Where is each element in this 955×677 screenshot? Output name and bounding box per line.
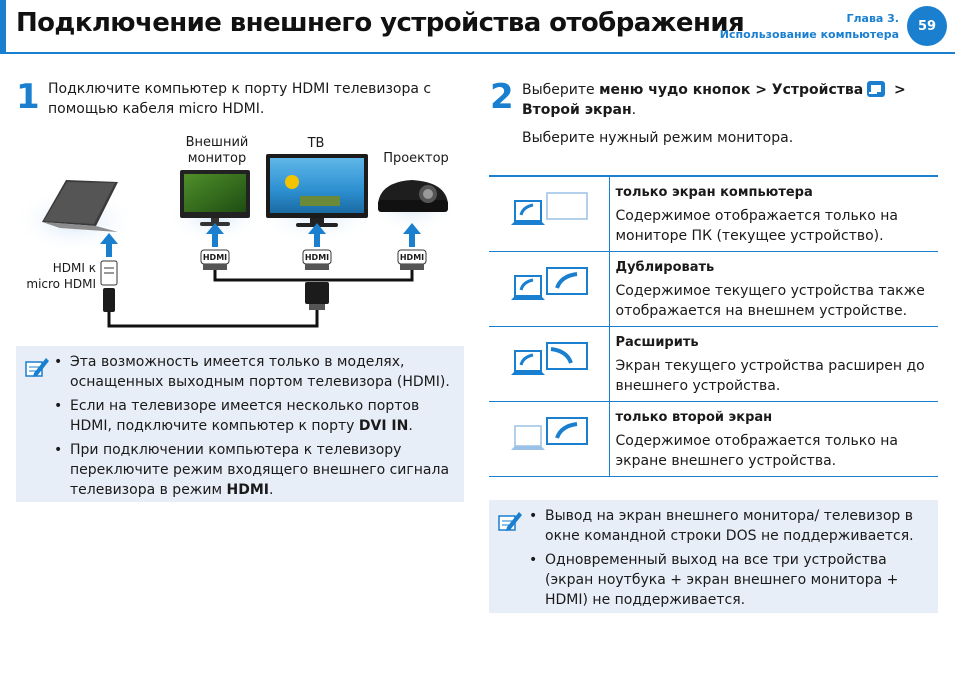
mode-description: Содержимое отображается только на экране внешнего устройства. bbox=[615, 432, 898, 469]
mode-description: Содержимое отображается только на мониторе ПК (текущее устройство). bbox=[615, 208, 898, 244]
hdmi-port-label-projector: HDMI bbox=[399, 253, 425, 262]
mode-description: Содержимое текущего устройства также отображается на внешнем устройстве. bbox=[615, 282, 925, 319]
note-pencil-icon bbox=[22, 354, 50, 382]
header-accent-bar bbox=[0, 0, 6, 52]
chapter-label: Глава 3. bbox=[846, 12, 899, 25]
note-box-right bbox=[489, 500, 938, 613]
second-screen-only-icon bbox=[511, 416, 591, 456]
extend-icon bbox=[511, 341, 591, 381]
mode-title: Дублировать bbox=[615, 259, 715, 275]
mode-desc-cell bbox=[609, 251, 938, 326]
hdmi-plug bbox=[305, 282, 329, 310]
label-tv: ТВ bbox=[307, 136, 325, 151]
label-external-monitor: Внешний монитор bbox=[185, 135, 249, 166]
step-2-number: 2 bbox=[490, 77, 514, 117]
page-number-badge: 59 bbox=[907, 6, 947, 46]
connection-diagram bbox=[0, 120, 470, 335]
label-hdmi-cable: HDMI к micro HDMI bbox=[26, 261, 96, 291]
table-row bbox=[489, 401, 938, 476]
label-projector: Проектор bbox=[383, 151, 449, 166]
step-2-subtext: Выберите нужный режим монитора. bbox=[522, 130, 794, 146]
mode-desc-cell bbox=[609, 326, 938, 401]
mode-title: только экран компьютера bbox=[615, 185, 813, 200]
duplicate-icon bbox=[511, 266, 591, 306]
list-item: • Одновременный выход на все три устройства (экран ноутбука + экран внешнего монитора + HDMI) не поддерживается. bbox=[529, 550, 929, 610]
mode-title: Расширить bbox=[615, 334, 699, 350]
mode-icon-cell bbox=[489, 401, 609, 476]
mode-icon-cell bbox=[489, 176, 609, 251]
chapter-subtitle: Использование компьютера bbox=[719, 28, 899, 41]
step-1-text: Подключите компьютер к порту HDMI телевизора с помощью кабеля micro HDMI. bbox=[48, 81, 432, 117]
display-modes-table bbox=[489, 175, 938, 477]
connection-arrows bbox=[100, 223, 421, 257]
note-box-left bbox=[16, 346, 464, 502]
mode-title: только второй экран bbox=[615, 409, 773, 425]
page-title: Подключение внешнего устройства отображения bbox=[16, 8, 745, 38]
laptop-icon bbox=[13, 180, 137, 254]
list-item: • Если на телевизоре имеется несколько портов HDMI, подключите компьютер к порту DVI IN. bbox=[54, 396, 454, 436]
mode-icon-cell bbox=[489, 251, 609, 326]
mode-icon-cell bbox=[489, 326, 609, 401]
cables bbox=[109, 270, 412, 326]
table-row bbox=[489, 326, 938, 401]
table-row bbox=[489, 176, 938, 251]
note-pencil-icon bbox=[495, 508, 523, 536]
pc-screen-only-icon bbox=[511, 191, 591, 231]
devices-charm-icon bbox=[866, 80, 886, 98]
list-item: • Вывод на экран внешнего монитора/ телевизор в окне командной строки DOS не поддерживается. bbox=[529, 506, 929, 546]
list-item: • Эта возможность имеется только в моделях, оснащенных выходным портом телевизора (HDMI). bbox=[54, 352, 454, 392]
header-rule bbox=[0, 52, 955, 54]
table-row bbox=[489, 251, 938, 326]
list-item: • При подключении компьютера к телевизору переключите режим входящего внешнего сигнала телевизора в режим HDMI. bbox=[54, 440, 454, 500]
step-1-number: 1 bbox=[16, 77, 40, 117]
hdmi-port-label-monitor: HDMI bbox=[202, 253, 228, 262]
mode-desc-cell bbox=[609, 176, 938, 251]
mode-desc-cell bbox=[609, 401, 938, 476]
micro-hdmi-plug bbox=[101, 261, 117, 312]
hdmi-port-label-tv: HDMI bbox=[304, 253, 330, 262]
step-2-instruction: Выберите меню чудо кнопок > Устройства > Второй экран. bbox=[522, 82, 906, 118]
mode-description: Экран текущего устройства расширен до внешнего устройства. bbox=[615, 357, 925, 394]
